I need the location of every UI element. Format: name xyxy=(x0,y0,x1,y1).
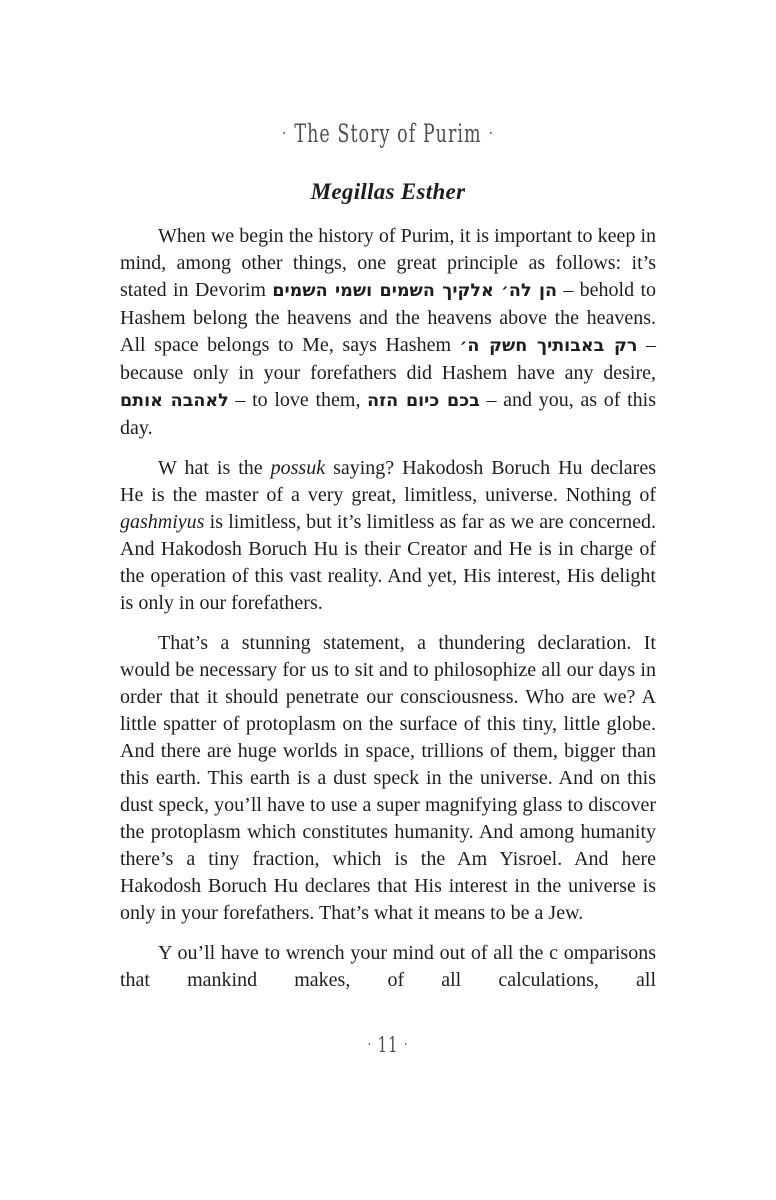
ornament-dot-right: · xyxy=(488,123,494,144)
italic-term: gashmiyus xyxy=(120,511,205,533)
hebrew-phrase: הן לה׳ אלקיך השמים ושמי השמים xyxy=(272,281,558,301)
running-head-text xyxy=(275,119,500,148)
italic-term: possuk xyxy=(270,457,326,479)
running-head-title: The Story of Purim xyxy=(294,119,482,148)
paragraph xyxy=(120,223,656,442)
hebrew-phrase: לאהבה אותם xyxy=(120,391,229,411)
ornament-dot-left: · xyxy=(367,1035,372,1053)
page-number-text xyxy=(362,1033,414,1057)
text-run: – and you, as of this day. xyxy=(120,389,656,439)
section-title: Megillas Esther xyxy=(310,179,466,204)
hebrew-phrase: רק באבותיך חשק ה׳ xyxy=(459,336,638,356)
text-run: W hat is the xyxy=(158,457,271,479)
text-run: That’s a stunning statement, a thundering declaration. It would be necessary for us to sit and to philosophize all our days in order that it should penetrate our consciousness. Who are we? A little spatter of protoplasm on the surface of this tiny, little globe. And there are huge worlds in space, trillions of them, bigger than this earth. This earth is a dust speck in the universe. And on this dust speck, you’ll have to use a super magnifying glass to discover the protoplasm which constitutes humanity. And among humanity there’s a tiny fraction, which is the Am Yisroel. And here Hakodosh Boruch Hu declares that His interest in the universe is only in your forefathers. That’s what it means to be a Jew. xyxy=(120,632,656,924)
text-run: saying? Hakodosh Boruch Hu declares He is the master of a very great, limitless, universe. Nothing of xyxy=(120,457,656,506)
body-text xyxy=(120,223,656,994)
paragraph xyxy=(120,455,656,617)
text-run: – because only in your forefathers did Hashem have any desire, xyxy=(120,334,657,384)
hebrew-phrase: בכם כיום הזה xyxy=(367,391,480,411)
paragraph xyxy=(120,940,656,994)
ornament-dot-right: · xyxy=(403,1035,409,1053)
running-head xyxy=(0,119,776,148)
text-run: – to love them, xyxy=(228,389,368,411)
paragraph xyxy=(120,630,656,927)
page-number: 11 xyxy=(377,1033,399,1057)
ornament-dot-left: · xyxy=(282,123,288,144)
text-run: When we begin the history of Purim, it is important to keep in mind, among other things, one great principle as follows: it’s stated in Devorim xyxy=(120,225,656,301)
page-footer xyxy=(0,1033,776,1057)
text-run: is limitless, but it’s limitless as far as we are concerned. And Hakodosh Boruch Hu is their Creator and He is in charge of the operation of this vast reality. And yet, His interest, His delight is only in our forefathers. xyxy=(120,511,656,614)
text-run: Y ou’ll have to wrench your mind out of all the c omparisons that mankind makes, of all calculations, all xyxy=(120,942,656,991)
text-run: – behold to Hashem belong the heavens and the heavens above the heavens. All space belongs to Me, says Hashem xyxy=(120,279,657,356)
